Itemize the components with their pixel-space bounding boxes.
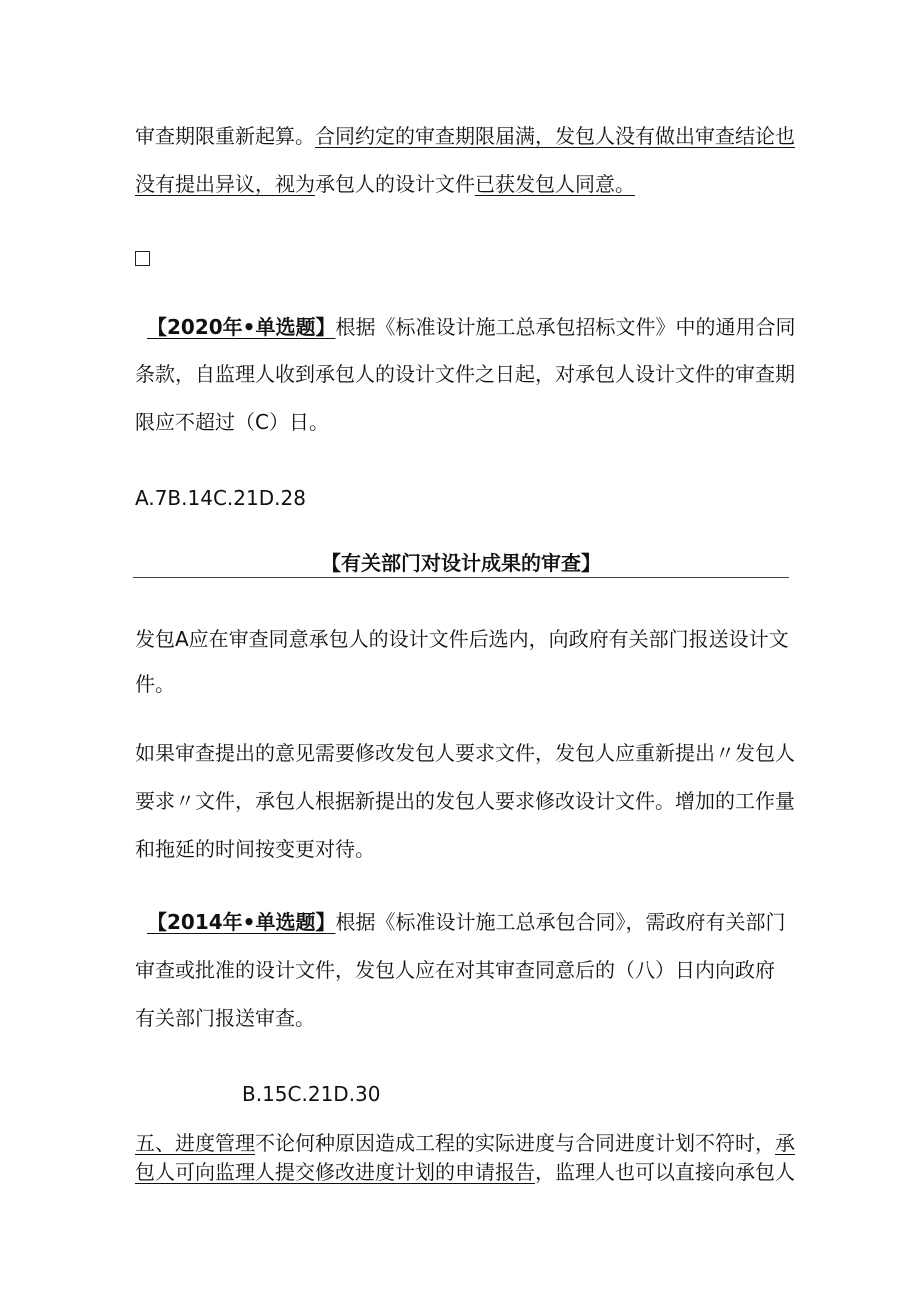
para3-line1: 发包A应在审查同意承包人的设计文件后选内，向政府有关部门报送设计文 <box>135 627 789 651</box>
para5-underlined-text-d: 包人可向监理人提交修改进度计划的申请报告 <box>135 1160 535 1184</box>
para5-line2 <box>135 1160 795 1184</box>
q2014-tag: 【2014年•单选题】 <box>147 910 336 934</box>
para4-line1: 如果审查提出的意见需要修改发包人要求文件，发包人应重新提出〃发包人 <box>135 741 795 765</box>
q2014-text-1: 根据《标准设计施工总承包合同》，需政府有关部门 <box>335 910 786 934</box>
q2014-options: B.15C.21D.30 <box>242 1082 381 1106</box>
para5-text-b: 不论何种原因造成工程的实际进度与合同进度计划不符时， <box>255 1131 775 1155</box>
para1-line1 <box>135 124 795 148</box>
checkbox-icon[interactable] <box>135 251 150 266</box>
para3-line2: 件。 <box>135 672 175 696</box>
q2020-line1 <box>147 315 795 339</box>
q2020-line2: 条款，自监理人收到承包人的设计文件之日起，对承包人设计文件的审查期 <box>135 362 795 386</box>
q2014-line2: 审查或批准的设计文件，发包人应在对其审查同意后的（八）日内向政府 <box>135 958 775 982</box>
section-heading: 【有关部门对设计成果的审查】 <box>321 551 601 575</box>
para4-line3: 和拖延的时间按变更对待。 <box>135 837 375 861</box>
para4-line2: 要求〃文件，承包人根据新提出的发包人要求修改设计文件。增加的工作量 <box>135 789 795 813</box>
para1-line2 <box>135 172 635 196</box>
para5-heading: 五、进度管理 <box>135 1131 255 1155</box>
para1-text-a: 审查期限重新起算。 <box>135 124 315 148</box>
q2014-line1 <box>147 910 785 934</box>
para1-text-d: 承包人的设计文件 <box>315 172 475 196</box>
para1-underlined-text-c: 没有提出异议，视为 <box>135 172 315 196</box>
para5-text-e: ，监理人也可以直接向承包人 <box>535 1160 795 1184</box>
q2020-tag: 【2020年•单选题】 <box>147 315 336 339</box>
para5-line1 <box>135 1131 795 1155</box>
para5-text-c: 承 <box>775 1131 795 1155</box>
heading-divider <box>133 577 789 578</box>
para1-underlined-text-b: 合同约定的审查期限届满，发包人没有做出审查结论也 <box>315 124 795 148</box>
para1-underlined-text-e: 已获发包人同意。 <box>475 172 635 196</box>
q2020-text-1: 根据《标准设计施工总承包招标文件》中的通用合同 <box>335 315 796 339</box>
q2020-options: A.7B.14C.21D.28 <box>135 486 306 510</box>
q2014-line3: 有关部门报送审查。 <box>135 1006 315 1030</box>
q2020-line3: 限应不超过（C）日。 <box>135 410 329 434</box>
